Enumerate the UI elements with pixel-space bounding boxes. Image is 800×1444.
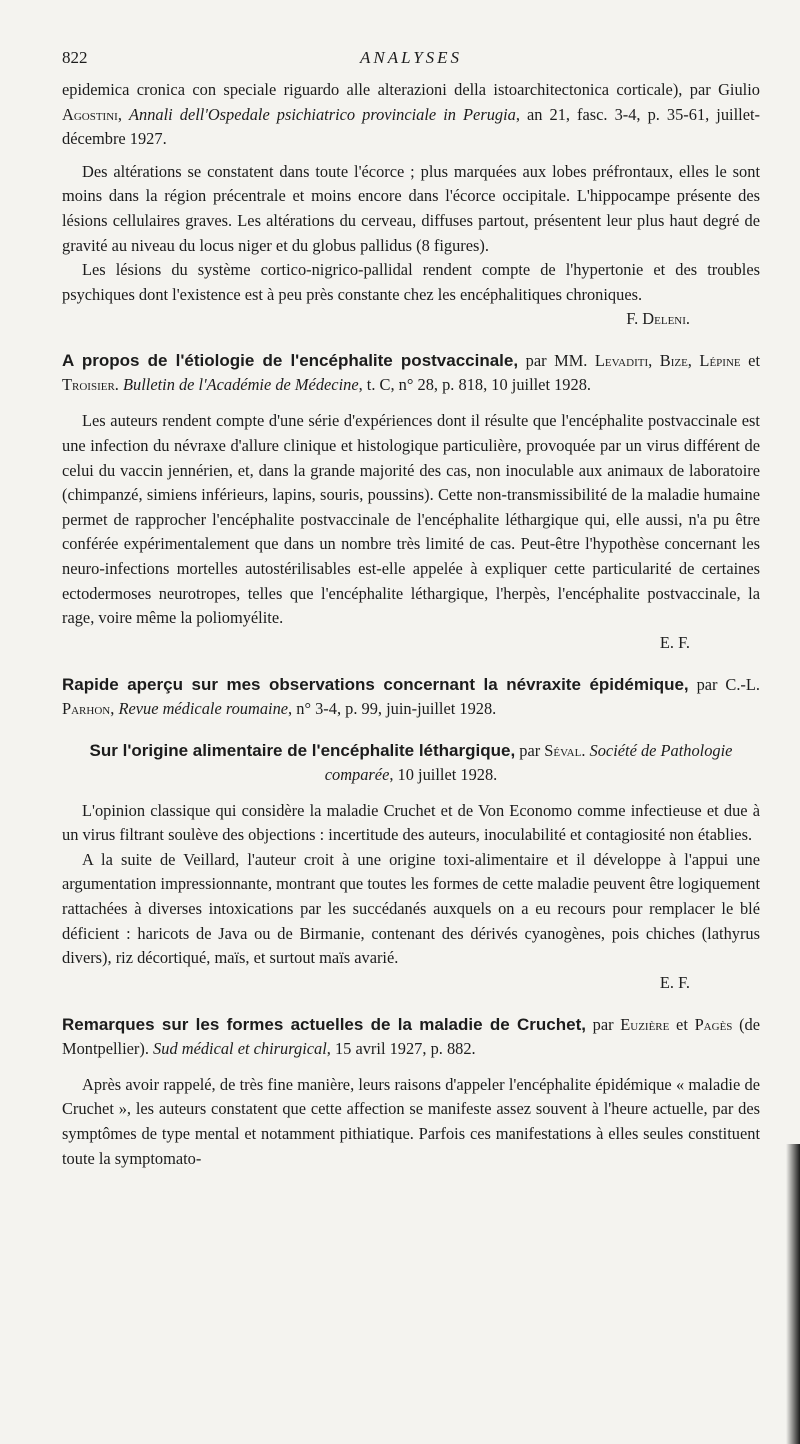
article-continued-reference: epidemica cronica con speciale riguardo alle alterazioni della istoarchitectonica corticale), par Giulio Agostini, Annali dell'Ospedale psichiatrico provinciale in Perugia, an 21, fasc. 3-4, p. 35-61, juillet-décembre 1927.	[62, 80, 760, 149]
article-title: Rapide aperçu sur mes observations concernant la névraxite épidémique,	[62, 674, 689, 694]
running-header	[62, 46, 760, 78]
article-nevraxite	[62, 673, 760, 721]
article-heading: Remarques sur les formes actuelles de la maladie de Cruchet, par Euzière et Pagès (de Montpellier). Sud médical et chirurgical, 15 avril 1927, p. 882.	[62, 1014, 761, 1058]
author-name: Euzière	[620, 1014, 670, 1034]
paragraph: Après avoir rappelé, de très fine manière, leurs raisons d'appeler l'encéphalite épidémique « maladie de Cruchet », les auteurs constatent que cette affection se manifeste assez souvent à l'heure actuelle, par des symptômes de type mental et notamment pithiatique. Parfois ces manifestations à elles seules constituent toute la symptomato-	[62, 1074, 760, 1168]
paragraph: Les lésions du système cortico-nigrico-pallidal rendent compte de l'hypertonie et des troubles psychiques dont l'existence est à peu près constante chez les encéphalitiques chroniques.	[62, 260, 760, 304]
journal-name: Société de Pathologie comparée	[324, 740, 733, 784]
article-title: Sur l'origine alimentaire de l'encéphalite léthargique,	[89, 740, 516, 760]
article-heading: A propos de l'étiologie de l'encéphalite postvaccinale, par MM. Levaditi, Bize, Lépine et Troisier. Bulletin de l'Académie de Médecine, t. C, n° 28, p. 818, 10 juillet 1928.	[62, 351, 761, 395]
article-origine-alimentaire	[62, 739, 760, 995]
author-name: Pagès	[694, 1014, 733, 1034]
page-number: 822	[62, 48, 88, 67]
signature: F. Deleni.	[626, 309, 690, 329]
author-name: Levaditi, Bize, Lépine	[594, 351, 741, 371]
author-name: Troisier	[62, 375, 115, 395]
signature: E. F.	[659, 972, 690, 992]
article-title: Remarques sur les formes actuelles de la maladie de Cruchet,	[62, 1014, 586, 1034]
paragraph: Des altérations se constatent dans toute l'écorce ; plus marquées aux lobes préfrontaux, elles le sont moins dans la région précentrale et moins encore dans l'écorce occipitale. L'hippocampe présente des lésions cellulaires graves. Les altérations du cerveau, diffuses partout, présentent leur plus haut degré de gravité au niveau du locus niger et du globus pallidus (8 figures).	[62, 161, 760, 255]
journal-name: Sud médical et chirurgical	[153, 1038, 327, 1058]
journal-name: Annali dell'Ospedale psichiatrico provinciale in Perugia	[129, 104, 516, 124]
article-continued	[62, 78, 760, 331]
signature: E. F.	[659, 632, 690, 652]
article-heading: Rapide aperçu sur mes observations concernant la névraxite épidémique, par C.-L. Parhon, Revue médicale roumaine, n° 3-4, p. 99, juin-juillet 1928.	[62, 674, 761, 718]
paragraph: L'opinion classique qui considère la maladie Cruchet et de Von Economo comme infectieuse et due à un virus filtrant soulève des objections : incertitude des auteurs, inoculabilité et contagiosité non établies.	[62, 800, 760, 845]
article-maladie-cruchet	[62, 1013, 760, 1171]
author-name: C.-L. Parhon	[62, 674, 761, 718]
article-title: A propos de l'étiologie de l'encéphalite postvaccinale,	[62, 351, 519, 371]
author-name: Agostini	[62, 104, 118, 124]
journal-name: Revue médicale roumaine	[118, 698, 289, 718]
article-heading: Sur l'origine alimentaire de l'encéphalite léthargique, par Séval. Société de Pathologie comparée, 10 juillet 1928.	[89, 740, 733, 784]
journal-name: Bulletin de l'Académie de Médecine	[123, 375, 359, 395]
paragraph: Les auteurs rendent compte d'une série d'expériences dont il résulte que l'encéphalite postvaccinale est une infection du névraxe d'allure clinique et histologique particulière, provoquée par un virus différent de celui du vaccin jennérien, et, dans la grande majorité des cas, non inoculable aux animaux de laboratoire (chimpanzé, simiens inférieurs, lapins, souris, poussins). Cette non-transmissibilité de la maladie humaine permet de rapprocher l'encéphalite postvaccinale de l'encéphalite léthargique qui, elle aussi, n'a pu être conférée expérimentalement que dans un nombre très limité de cas. Peut-être l'hypothèse concernant les neuro-infections mortelles autostérilisables est-elle appelée à expliquer cette particularité de certaines ectodermoses neurotropes, telles que l'encéphalite léthargique, l'herpès, l'encéphalite postvaccinale, la rage, voire même la poliomyélite.	[62, 411, 760, 628]
paragraph: A la suite de Veillard, l'auteur croit à une origine toxi-alimentaire et il développe à l'appui une argumentation impressionnante, montrant que toutes les formes de cette maladie peuvent être logiquement rattachées à diverses intoxications par les succédanés auxquels on a eu recours pour remplacer le blé déficient : haricots de Java ou de Birmanie, contenant des dérivés cyanogènes, pois chiches (lathyrus divers), riz décortiqué, maïs, et surtout maïs avarié.	[62, 849, 760, 968]
running-title: ANALYSES	[359, 48, 463, 67]
article-postvaccinale	[62, 349, 760, 654]
author-name: Séval	[544, 740, 582, 760]
